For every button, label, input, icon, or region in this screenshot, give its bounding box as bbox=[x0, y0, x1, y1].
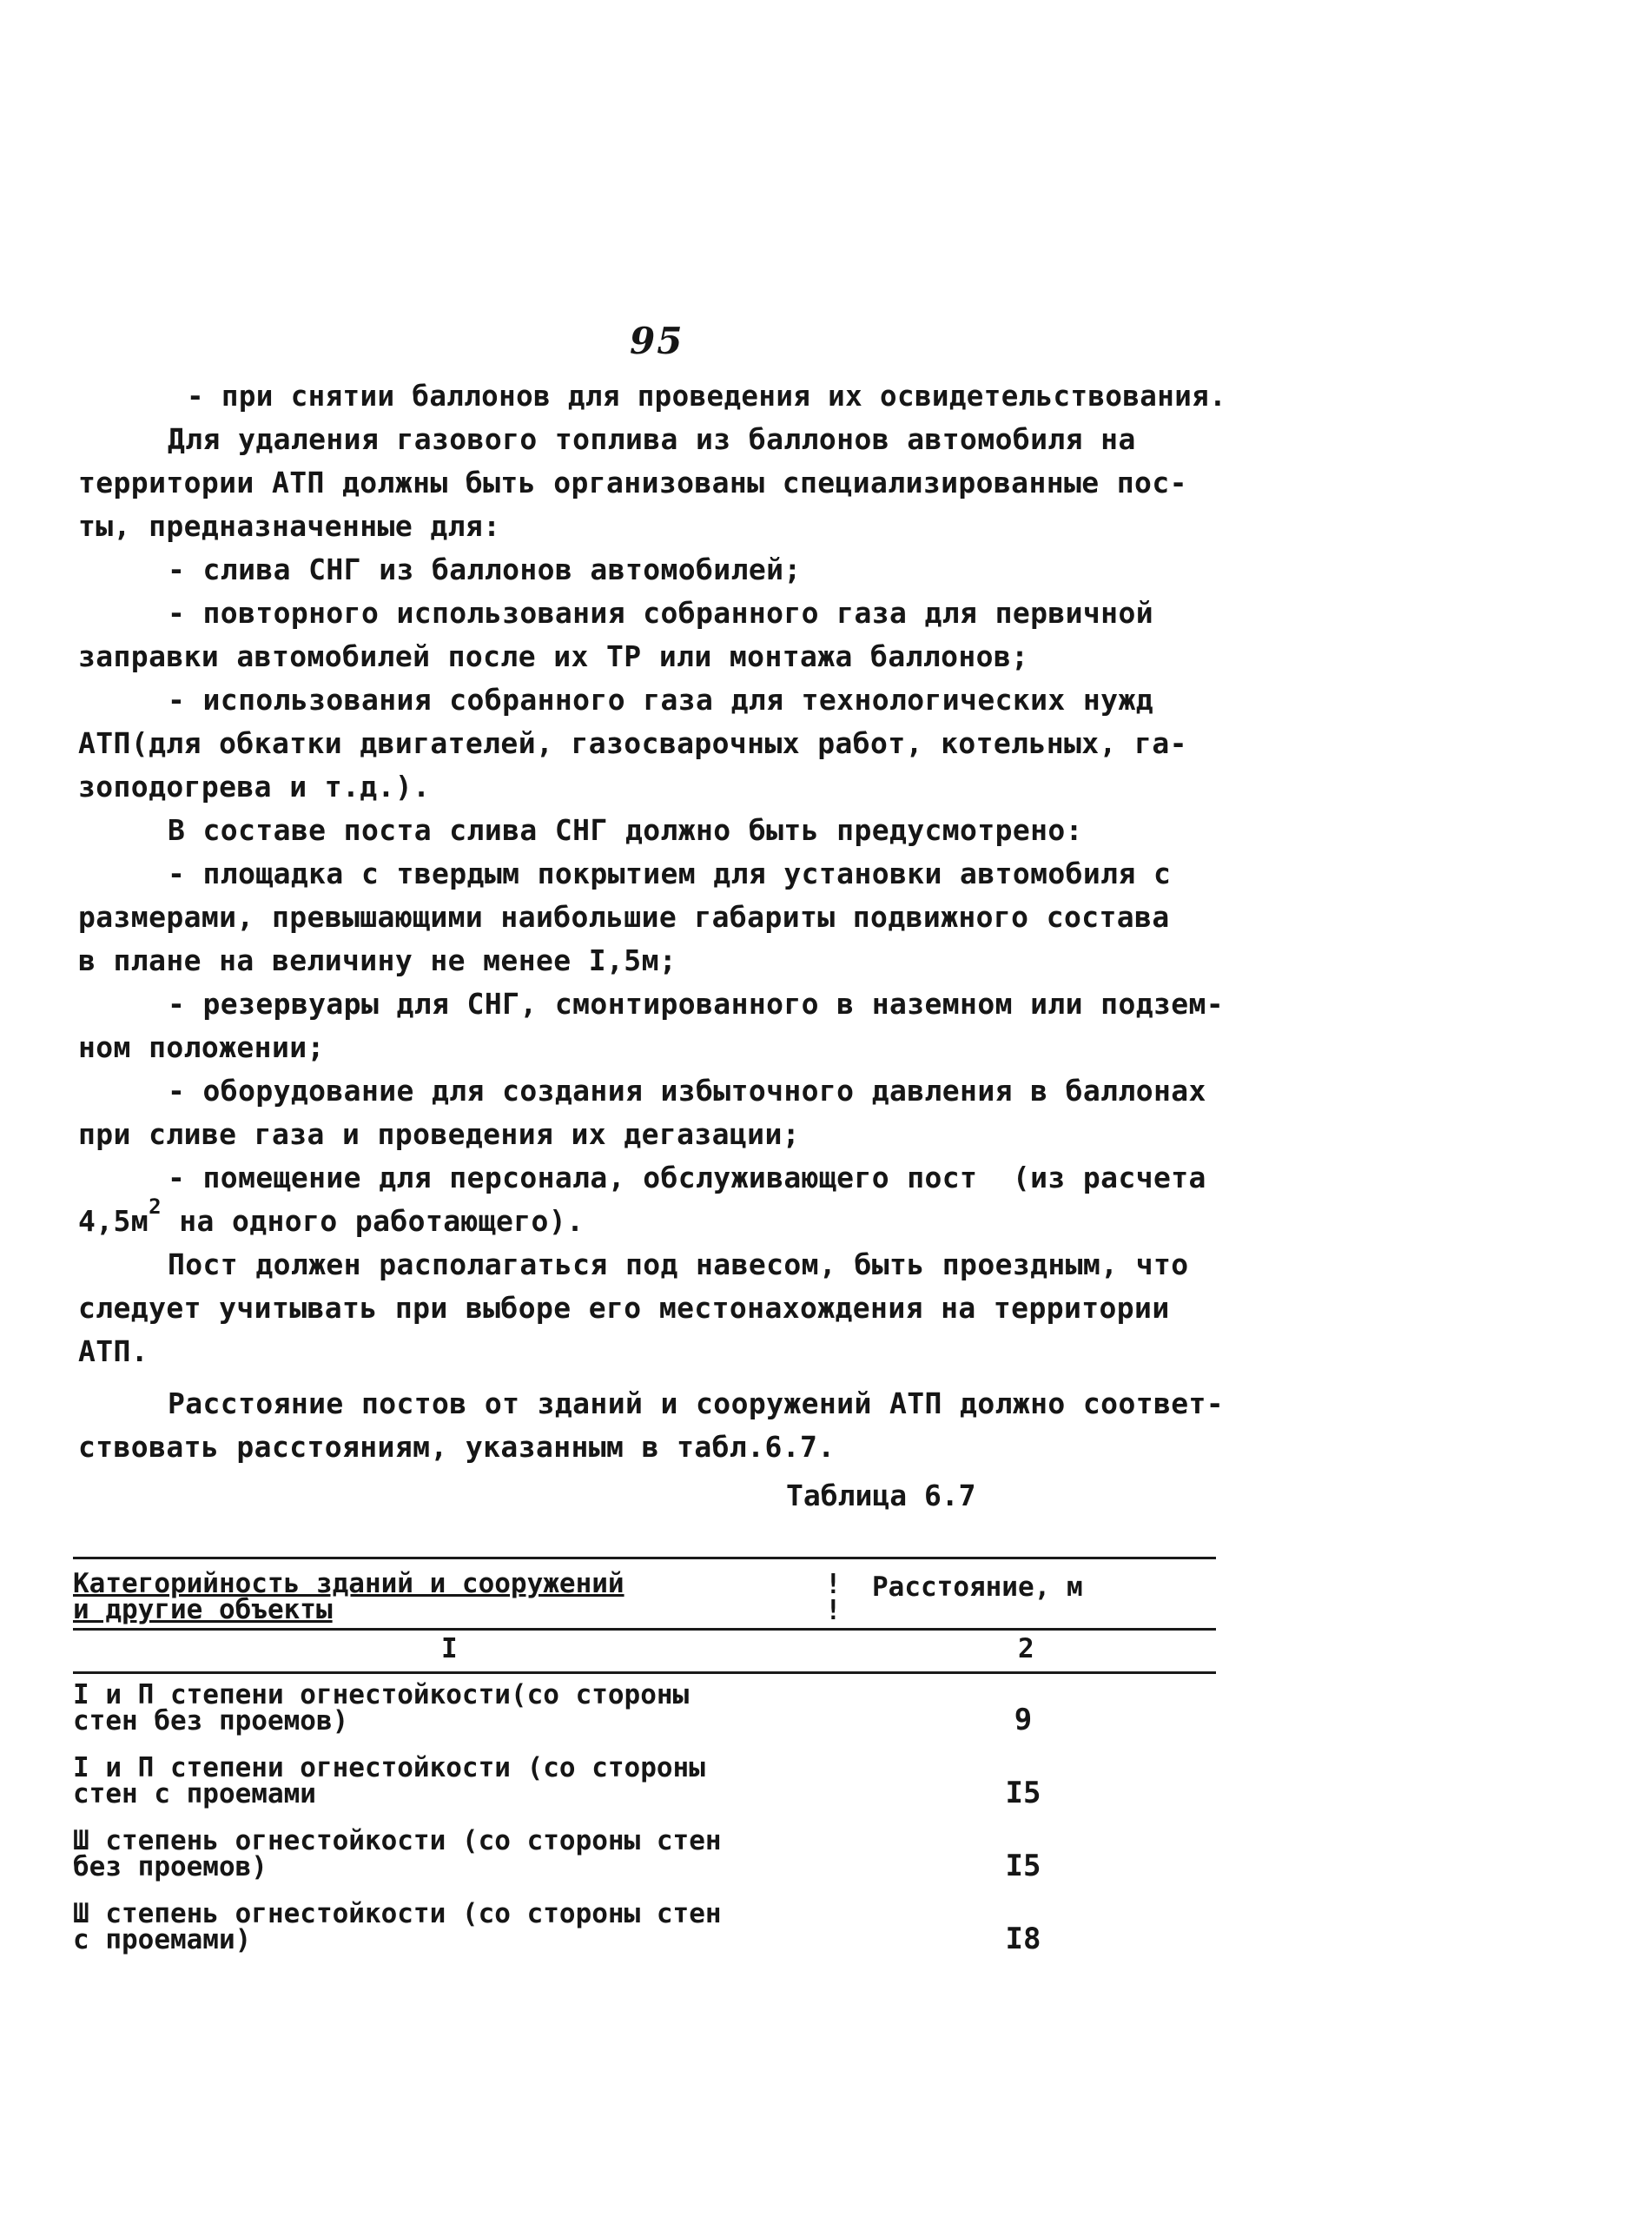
text-line: заправки автомобилей после их ТР или монтажа баллонов; bbox=[78, 639, 1029, 673]
superscript: 2 bbox=[149, 1194, 162, 1219]
text-line: Пост должен располагаться под навесом, быть проездным, что bbox=[168, 1247, 1189, 1281]
text-line: - помещение для персонала, обслуживающего пост (из расчета bbox=[168, 1161, 1206, 1194]
row-value: I5 bbox=[1005, 1776, 1041, 1810]
text-line: территории АТП должны быть организованы специализированные пос- bbox=[78, 466, 1187, 500]
row-label-line2: стен с проемами bbox=[73, 1778, 316, 1809]
row-value: 9 bbox=[1014, 1703, 1033, 1737]
row-label-line1: Ш степень огнестойкости (со стороны стен bbox=[73, 1825, 722, 1856]
text-line: следует учитывать при выборе его местонахождения на территории bbox=[78, 1291, 1170, 1325]
row-label-line2: стен без проемов) bbox=[73, 1705, 349, 1737]
text-line: - слива СНГ из баллонов автомобилей; bbox=[168, 552, 802, 586]
area-text: на одного работающего). bbox=[161, 1204, 585, 1238]
header-separator: ! bbox=[825, 1569, 842, 1600]
text-line: - при снятии баллонов для проведения их освидетельствования. bbox=[187, 379, 1227, 413]
page-number: 95 bbox=[630, 320, 684, 362]
header-separator: ! bbox=[825, 1595, 842, 1626]
row-label-line2: с проемами) bbox=[73, 1924, 252, 1955]
text-line: Расстояние постов от зданий и сооружений АТП должно соответ- bbox=[168, 1386, 1225, 1420]
text-line: в плане на величину не менее I,5м; bbox=[78, 943, 677, 977]
text-line: ты, предназначенные для: bbox=[78, 509, 501, 543]
text-line: - площадка с твердым покрытием для установки автомобиля с bbox=[168, 857, 1172, 890]
header-col1-line2: и другие объекты bbox=[73, 1594, 333, 1625]
text-line: - повторного использования собранного газа для первичной bbox=[168, 596, 1153, 630]
area-value: 4,5м bbox=[78, 1204, 149, 1238]
table-caption: Таблица 6.7 bbox=[786, 1479, 976, 1512]
header-col2: Расстояние, м bbox=[872, 1571, 1083, 1603]
numbers-rule bbox=[73, 1671, 1216, 1674]
text-line: Для удаления газового топлива из баллонов автомобиля на bbox=[168, 422, 1136, 456]
text-line: размерами, превышающими наибольшие габариты подвижного состава bbox=[78, 900, 1170, 934]
row-value: I5 bbox=[1005, 1849, 1041, 1883]
text-line: зоподогрева и т.д.). bbox=[78, 770, 431, 804]
text-line: В составе поста слива СНГ должно быть предусмотрено: bbox=[168, 813, 1083, 847]
text-line: ном положении; bbox=[78, 1030, 325, 1064]
text-line: - резервуары для СНГ, смонтированного в наземном или подзем- bbox=[168, 987, 1225, 1021]
text-line: ствовать расстояниям, указанным в табл.6.7. bbox=[78, 1430, 836, 1464]
header-col1-line1: Категорийность зданий и сооружений bbox=[73, 1568, 624, 1599]
header-rule bbox=[73, 1628, 1216, 1631]
text-line: - использования собранного газа для технологических нужд bbox=[168, 683, 1153, 717]
row-label-line2: без проемов) bbox=[73, 1851, 268, 1882]
text-line: АТП(для обкатки двигателей, газосварочных работ, котельных, га- bbox=[78, 726, 1187, 760]
column-number-1: I bbox=[441, 1633, 458, 1664]
row-value: I8 bbox=[1005, 1922, 1041, 1956]
text-line bbox=[78, 1194, 585, 1241]
row-label-line1: Ш степень огнестойкости (со стороны стен bbox=[73, 1898, 722, 1929]
text-line: при сливе газа и проведения их дегазации; bbox=[78, 1117, 800, 1151]
row-label-line1: I и П степени огнестойкости (со стороны bbox=[73, 1752, 705, 1783]
column-number-2: 2 bbox=[1018, 1633, 1034, 1664]
table-top-rule bbox=[73, 1557, 1216, 1559]
text-line: АТП. bbox=[78, 1334, 149, 1368]
text-line: - оборудование для создания избыточного давления в баллонах bbox=[168, 1074, 1206, 1108]
row-label-line1: I и П степени огнестойкости(со стороны bbox=[73, 1679, 690, 1710]
